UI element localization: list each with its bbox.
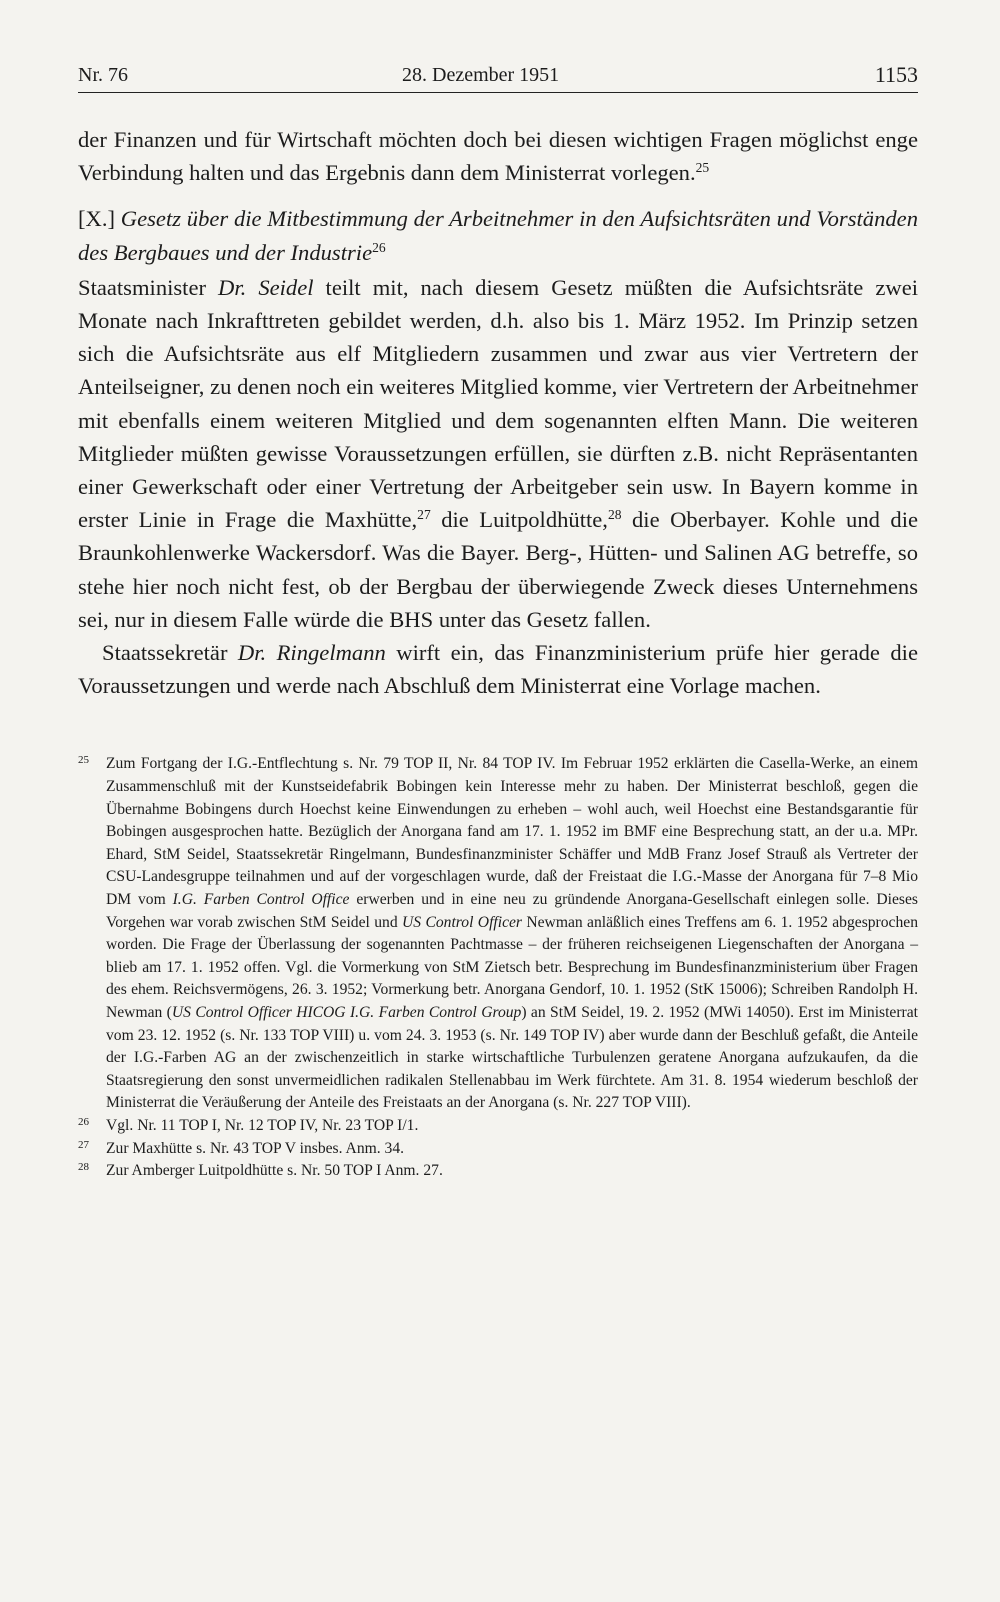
footnote-marker: 26 [78, 1115, 89, 1128]
speaker-name: Dr. Seidel [218, 274, 314, 300]
document-page [78, 56, 918, 1576]
footnote-ref[interactable]: 26 [372, 239, 386, 255]
document-date: 28. Dezember 1951 [402, 64, 560, 86]
footnote-marker: 28 [78, 1161, 89, 1174]
page-number: 1153 [874, 62, 918, 87]
section-heading [78, 202, 918, 268]
footnote: 26 Vgl. Nr. 11 TOP I, Nr. 12 TOP IV, Nr. 23 TOP I/1. [78, 1115, 918, 1138]
footnote-marker: 25 [78, 754, 89, 767]
section-title: Gesetz über die Mitbestimmung der Arbeitnehmer in den Aufsichtsräten und Vorständen des Bergbaues und der Industrie [78, 206, 918, 265]
footnote-ref[interactable]: 27 [417, 507, 431, 523]
footnote-marker: 27 [78, 1138, 89, 1151]
footnote-ref[interactable]: 28 [607, 507, 622, 523]
footnote: 27 Zur Maxhütte s. Nr. 43 TOP V insbes. Anm. 34. [78, 1138, 918, 1161]
running-header [78, 56, 918, 93]
main-text [78, 123, 918, 702]
footnote: 28 Zur Amberger Luitpoldhütte s. Nr. 50 TOP I Anm. 27. [78, 1160, 918, 1183]
footnotes [78, 753, 918, 1182]
paragraph: Staatsminister Dr. Seidel teilt mit, nach diesem Gesetz müßten die Aufsichtsräte zwei Monate nach Inkrafttreten gebildet werden, d.h. also bis 1. März 1952. Im Prinzip setzen sich die Aufsichtsräte aus elf Mitgliedern zusammen und zwar aus vier Vertretern der Anteilseigner, zu denen noch ein weiteres Mitglied komme, vier Vertretern der Arbeitnehmer mit ebenfalls einem weiteren Mitglied und dem sogenannten elften Mann. Die weiteren Mitglieder müßten gewisse Voraussetzungen erfüllen, sie dürften z.B. nicht Repräsentanten einer Gewerkschaft oder einer Vertretung der Arbeitgeber sein usw. In Bayern komme in erster Linie in Frage die Maxhütte,$^{27}$ die Luitpoldhütte,$^{28}$ die Oberbayer. Kohle und die Braunkohlenwerke Wackersdorf. Was die Bayer. Berg-, Hütten- und Salinen AG betreffe, so stehe hier noch nicht fest, ob der Bergbau der überwiegende Zweck dieses Unternehmens sei, nur in diesem Falle würde die BHS unter das Gesetz fallen. [78, 274, 919, 632]
footnote: 25 Zum Fortgang der I.G.-Entflechtung s. Nr. 79 TOP II, Nr. 84 TOP IV. Im Februar 1952 erklärten die Casella-Werke, an einem Zusammenschluß mit der Kunstseidefabrik Bobingen kein Interesse mehr zu haben. Der Ministerrat beschloß, gegen die Übernahme Bobingens durch Hoechst keine Einwendungen zu erheben – wohl auch, weil Hoechst eine Bestandsgarantie für Bobingen ausgesprochen hatte. Bezüglich der Anorgana fand am 17. 1. 1952 im BMF eine Besprechung statt, an der u.a. MPr. Ehard, StM Seidel, Staatssekretär Ringelmann, Bundesfinanzminister Schäffer und MdB Franz Josef Strauß als Vertreter der CSU-Landesgruppe teilnahmen und auf der vorgeschlagen wurde, daß der Freistaat die I.G.-Masse der Anorgana für 7–8 Mio DM vom I.G. Farben Control Office erwerben und in eine neu zu gründende Anorgana-Gesellschaft einlegen solle. Dieses Vorgehen war vorab zwischen StM Seidel und US Control Officer Newman anläßlich eines Treffens am 6. 1. 1952 abgesprochen worden. Die Frage der Überlassung der sogenannten Pachtmasse – der früheren reichseigenen Liegenschaften der Anorgana – blieb am 17. 1. 1952 offen. Vgl. die Vormerkung von StM Zietsch betr. Besprechung im Bundesfinanzministerium über Fragen des ehem. Reichsvermögens, 26. 3. 1952; Vormerkung betr. Anorgana Gendorf, 10. 1. 1952 (StK 15006); Schreiben Randolph H. Newman (US Control Officer HICOG I.G. Farben Control Group) an StM Seidel, 19. 2. 1952 (MWi 14050). Erst im Ministerrat vom 23. 12. 1952 (s. Nr. 133 TOP VIII) u. vom 24. 3. 1953 (s. Nr. 149 TOP IV) aber wurde dann der Beschluß gefaßt, die Anteile der I.G.-Farben AG an der zwischenzeitlich in starke wirtschaftliche Turbulenzen geratene Anorgana aufzukaufen, da die Staatsregierung den sonst unvermeidlichen radikalen Stellenabbau im Werk fürchtete. Am 31. 8. 1954 wiederum beschloß der Ministerrat die Veräußerung der Anteile des Freistaats an der Anorgana (s. Nr. 227 TOP VIII). [78, 753, 918, 1115]
document-number: Nr. 76 [78, 64, 128, 86]
speaker-name: Dr. Ringelmann [237, 640, 386, 666]
paragraph: der Finanzen und für Wirtschaft möchten doch bei diesen wichtigen Fragen möglichst enge Verbindung halten und das Ergebnis dann dem Ministerrat vorlegen.$^{25}$ [78, 127, 918, 186]
paragraph: Staatssekretär Dr. Ringelmann wirft ein, das Finanzministerium prüfe hier gerade die Voraussetzungen und werde nach Abschluß dem Ministerrat eine Vorlage machen. [78, 640, 918, 699]
footnote-ref[interactable]: 25 [695, 160, 710, 176]
section-number: [X.] [78, 206, 116, 232]
